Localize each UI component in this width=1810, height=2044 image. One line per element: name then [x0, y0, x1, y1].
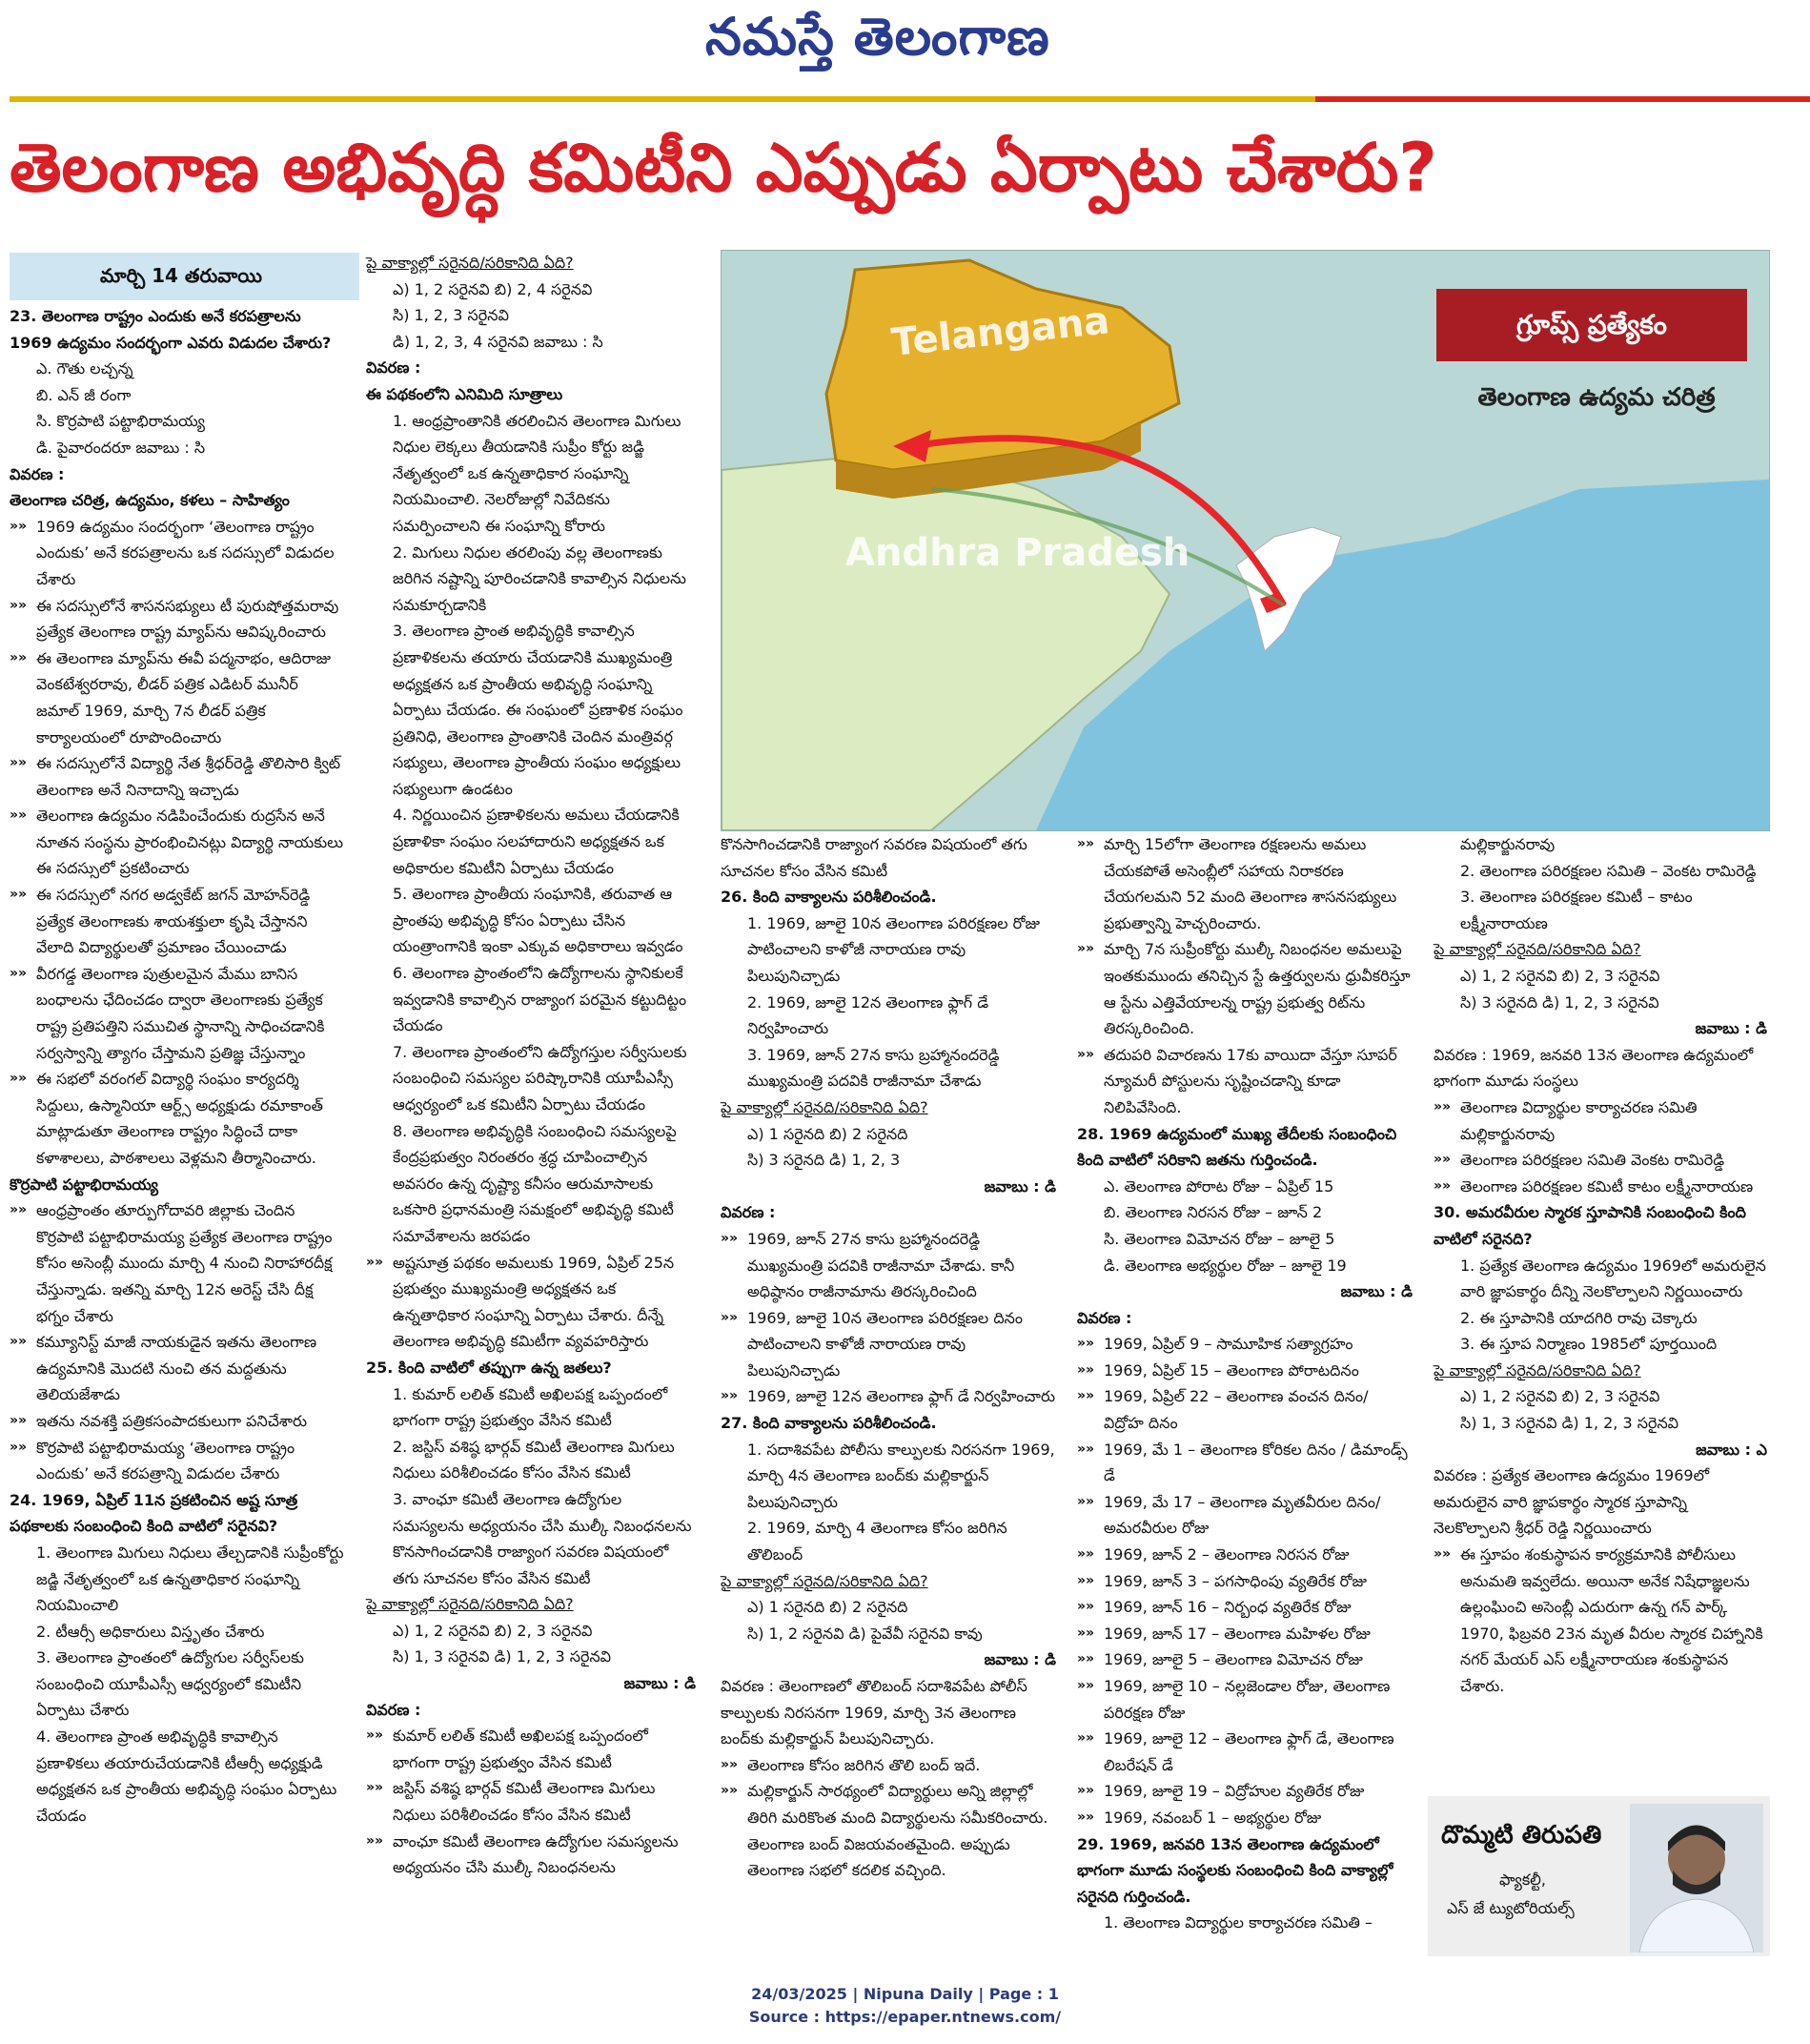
c2-para-9: 4. నిర్ణయించిన ప్రణాళికలను అమలు చేయడానికి ప్రణాళికా సంఘం సలహాదారుని అధ్యక్షతన ఒక అధికారుల కమిటీని ఏర్పాటు చేయడం	[393, 806, 680, 877]
c4-para-3: 28. 1969 ఉద్యమంలో ముఖ్య తేదీలకు సంబంధించి కింది వాటిలో సరికాని జతను గుర్తించండి.	[1077, 1124, 1397, 1170]
c4-para-6: సి. తెలంగాణ విమోచన రోజు – జూలై 5	[1104, 1229, 1335, 1248]
c5-para-15: పై వాక్యాల్లో సరైనది/సరికానిది ఏది?	[1434, 1360, 1641, 1380]
c1-para-24: 4. తెలంగాణ ప్రాంత అభివృద్ధికి కావాల్సిన ప్రణాళికలు తయారుచేయడానికి టీఆర్సీ అధ్యక్షుడి అధ్యక్షతన ఒక ప్రాంతీయ అభివృద్ధి సంఘం ఏర్పాటు చేయడం	[36, 1727, 337, 1825]
c4-para-8: జవాబు : డి	[1340, 1282, 1413, 1301]
c1-para-0: 23. తెలంగాణ రాష్ట్రం ఎందుకు అనే కరపత్రాలను 1969 ఉద్యమం సందర్భంగా ఎవరు విడుదల చేశారు?	[10, 307, 332, 352]
c5-para-13: 2. ఈ స్తూపానికి యాదగిరి రావు చెక్కారు	[1460, 1308, 1698, 1327]
c4-para-20: »» 1969, జూలై 10 – నల్లజెండాల రోజు, తెలంగాణ పరిరక్షణ రోజు	[1077, 1673, 1413, 1726]
c2-para-8: 3. తెలంగాణ ప్రాంత అభివృద్ధికి కావాల్సిన ప్రణాళికలను తయారు చేయడానికి ముఖ్యమంత్రి అధ్యక్షతన ఒక ప్రాంతీయ అభివృద్ధి సంఘాన్ని ఏర్పాటు చేయడం. ఈ సంఘంలో ప్రణాళిక సంఘం ప్రతినిధి, తెలంగాణ ప్రాంతానికి చెందిన మంత్రివర్గ సభ్యులు, తెలంగాణ ప్రాంతీయ సంఘం అధ్యక్షులు సభ్యులుగా ఉండటం	[393, 622, 683, 798]
c2-para-18: 3. వాంఛూ కమిటీ తెలంగాణ ఉద్యోగుల సమస్యలను అధ్యయనం చేసి ముల్కీ నిబంధనలను కొనసాగించడానికి రాజ్యాంగ సవరణ విషయంలో తగు సూచనల కోసం వేసిన కమిటీ	[393, 1489, 692, 1587]
c5-para-9: »» తెలంగాణ పరిరక్షణల సమితి వెంకట రామిరెడ్డి	[1434, 1147, 1767, 1174]
c3-para-1: 26. కింది వాక్యాలను పరిశీలించండి.	[721, 888, 937, 907]
c3-para-8: జవాబు : డి	[984, 1176, 1056, 1196]
c1-para-17: »» కమ్యూనిస్ట్ మాజీ నాయకుడైన ఇతను తెలంగాణ ఉద్యమానికి మొదటి నుంచి తన మద్దతును తెలియజేశాడు	[10, 1329, 345, 1408]
c3-para-6: ఎ) 1 సరైనది బి) 2 సరైనది	[747, 1124, 908, 1143]
c1-para-6: తెలంగాణ చరిత్ర, ఉద్యమం, కళలు – సాహిత్యం	[10, 491, 290, 510]
c3-para-14: 1. సదాశివపేట పోలీసు కాల్పులకు నిరసనగా 1969, మార్చి 4న తెలంగాణ బంద్‌కు మల్లికార్జున్ పిలుపునిచ్చారు	[747, 1440, 1055, 1511]
c3-para-13: 27. కింది వాక్యాలను పరిశీలించండి.	[721, 1414, 937, 1433]
section-label: మార్చి 14 తరువాయి	[100, 264, 262, 287]
footer-source-line: Source : https://epaper.ntnews.com/	[748, 2008, 1062, 2026]
author-avatar-icon	[1630, 1804, 1763, 1952]
c5-para-3: పై వాక్యాల్లో సరైనది/సరికానిది ఏది?	[1434, 940, 1641, 959]
c5-para-1: 2. తెలంగాణ పరిరక్షణల సమితి – వెంకట రామిరెడ్డి	[1460, 861, 1757, 880]
c2-para-1: ఎ) 1, 2 సరైనవి బి) 2, 4 సరైనవి	[393, 279, 593, 298]
c5-para-2: 3. తెలంగాణ పరిరక్షణల కమిటీ – కాటం లక్ష్మీనారాయణ	[1460, 888, 1693, 932]
c3-para-10: »» 1969, జూన్ 27న కాసు బ్రహ్మానందరెడ్డి ముఖ్యమంత్రి పదవికి రాజీనామా చేశాడు. కానీ అధిష్ఠానం రాజీనామాను తిరస్కరించింది	[721, 1226, 1056, 1305]
c4-para-25: 1. తెలంగాణ విద్యార్థుల కార్యాచరణ సమితి –	[1104, 1913, 1373, 1932]
c3-para-19: జవాబు : డి	[984, 1650, 1056, 1669]
c5-para-16: ఎ) 1, 2 సరైనవి బి) 2, 3 సరైనవి	[1460, 1387, 1660, 1406]
c4-para-18: »» 1969, జూన్ 17 – తెలంగాణ మహిళల రోజు	[1077, 1621, 1413, 1647]
c1-para-14: »» ఈ సభలో వరంగల్ విద్యార్థి సంఘం కార్యదర్శి సిద్దులు, ఉస్మానియా ఆర్ట్స్ అధ్యక్షుడు రమాకాంత్ మాట్లాడుతూ తెలంగాణ రాష్ట్రం సిద్ధించే దాకా కళాశాలలు, పాఠశాలలు వెళ్లమని తీర్మానించారు.	[10, 1066, 345, 1171]
c5-para-0: మల్లికార్జునరావు	[1460, 835, 1556, 853]
c2-para-20: ఎ) 1, 2 సరైనవి బి) 2, 3 సరైనవి	[393, 1621, 593, 1640]
c4-para-2: »» తదుపరి విచారణను 17కు వాయిదా వేస్తూ సూపర్ న్యూమరీ పోస్టులను సృష్టించడాన్ని కూడా నిలిపివేసింది.	[1077, 1042, 1413, 1121]
c1-para-4: డి. పైవారందరూ జవాబు : సి	[36, 438, 206, 457]
c4-para-1: »» మార్చి 7న సుప్రీంకోర్టు ముల్కీ నిబంధనల అమలుపై ఇంతకుముందు తనిచ్చిన స్టే ఉత్తర్వులను ధ్రువీకరిస్తూ ఆ స్టేను ఎత్తివేయాలన్న రాష్ట్ర ప్రభుత్వ రిట్‌ను తిరస్కరించింది.	[1077, 936, 1413, 1041]
author-name: దొమ్మటి తిరుపతి	[1441, 1821, 1602, 1850]
map-label-telangana: Telangana	[889, 298, 1112, 365]
author-card	[1428, 1796, 1770, 1956]
c3-para-16: పై వాక్యాల్లో సరైనది/సరికానిది ఏది?	[721, 1571, 928, 1590]
c2-para-11: 6. తెలంగాణ ప్రాంతంలోని ఉద్యోగాలను స్థానికులకే ఇవ్వడానికి కావాల్సిన రాజ్యాంగ పరమైన కట్టుదిట్టం చేయడం	[393, 964, 687, 1035]
c5-para-14: 3. ఈ స్తూప నిర్మాణం 1985లో పూర్తయింది	[1460, 1335, 1718, 1354]
footer	[0, 1983, 1810, 2029]
c5-para-8: »» తెలంగాణ విద్యార్థుల కార్యాచరణ సమితి మల్లికార్జునరావు	[1434, 1094, 1767, 1147]
masthead	[0, 0, 1810, 95]
c3-para-18: సి) 1, 2 సరైనవి డి) పైవేవీ సరైనవి కావు	[747, 1624, 983, 1643]
c4-para-4: ఎ. తెలంగాణ పోరాట రోజు – ఏప్రిల్ 15	[1104, 1176, 1334, 1196]
column-4	[1077, 831, 1413, 1936]
c1-para-10: »» ఈ సదస్సులోనే విద్యార్థి నేత శ్రీధర్‌రెడ్డి తొలిసారి క్విట్ తెలంగాణ అనే నినాదాన్ని ఇచ్చాడు	[10, 750, 345, 803]
c1-para-20: 24. 1969, ఏప్రిల్ 11న ప్రకటించిన అష్ట సూత్ర పథకాలకు సంబంధించి కింది వాటిలో సరైనవి?	[10, 1490, 298, 1536]
c4-para-14: »» 1969, మే 17 – తెలంగాణ మృతవీరుల దినం/ అమరవీరుల రోజు	[1077, 1489, 1413, 1542]
c3-para-22: »» మల్లికార్జున్ సారథ్యంలో విద్యార్థులు అన్ని జిల్లాల్లో తిరిగి మరికొంత మంది విద్యార్థులను సమీకరించారు. తెలంగాణ బంద్ విజయవంతమైంది. అప్పుడు తెలంగాణ సభలో కదలిక వచ్చింది.	[721, 1778, 1056, 1883]
c3-para-20: వివరణ : తెలంగాణలో తొలిబంద్ సదాశివపేట పోలీస్ కాల్పులకు నిరసనగా 1969, మార్చి 3న తెలంగాణ బంద్‌కు మల్లికార్జున్ పిలుపునిచ్చారు.	[721, 1677, 1027, 1748]
column-3	[721, 831, 1056, 1884]
map-label-andhra: Andhra Pradesh	[845, 531, 1190, 575]
c1-para-16: »» ఆంధ్రప్రాంతం తూర్పుగోదావరి జిల్లాకు చెందిన కొర్రపాటి పట్టాభిరామయ్య ప్రత్యేక తెలంగాణ రాష్ట్రం కోసం అసెంబ్లీ ముందు మార్చి 4 నుంచి నిరాహారదీక్ష చేస్తున్నాడు. ఇతన్ని మార్చి 12న అరెస్ట్ చేసి దీక్ష భగ్నం చేశారు	[10, 1197, 345, 1329]
c4-para-15: »» 1969, జూన్ 2 – తెలంగాణ నిరసన రోజు	[1077, 1542, 1413, 1568]
c2-para-2: సి) 1, 2, 3 సరైనవి	[393, 306, 509, 325]
c5-para-11: 30. అమరవీరుల స్మారక స్తూపానికి సంబంధించి కింది వాటిలో సరైనది?	[1434, 1203, 1746, 1248]
c2-para-15: 25. కింది వాటిలో తప్పుగా ఉన్న జతలు?	[366, 1358, 612, 1377]
c1-para-2: బి. ఎన్ జీ రంగా	[36, 385, 132, 404]
groups-special-badge: గ్రూప్స్ ప్రత్యేకం	[1436, 289, 1747, 361]
c4-para-9: వివరణ :	[1077, 1308, 1132, 1327]
section-label-box	[10, 253, 359, 300]
c2-para-13: 8. తెలంగాణ అభివృద్ధికి సంబంధించి సమస్యలపై కేంద్రప్రభుత్వం నిరంతరం శ్రద్ధ చూపించాల్సిన అవసరం ఉన్న దృష్ట్యా కనీసం ఆరుమాసాలకు ఒకసారి ప్రధానమంత్రి సమక్షంలో అభివృద్ధి కమిటీ సమావేశాలను జరపడం	[393, 1121, 677, 1245]
c2-para-23: వివరణ :	[366, 1700, 421, 1719]
c1-para-5: వివరణ :	[10, 464, 65, 483]
author-photo	[1630, 1804, 1763, 1952]
c2-para-12: 7. తెలంగాణ ప్రాంతంలోని ఉద్యోగస్తుల సర్వీసులకు సంబంధించి సమస్యల పరిష్కారానికి యూపీఎస్సీ ఆధ్వర్యంలో ఒక కమిటీని ఏర్పాటు చేయడం	[393, 1042, 687, 1114]
c2-para-6: 1. ఆంధ్రప్రాంతానికి తరలించిన తెలంగాణ మిగులు నిధుల లెక్కలు తీయడానికి సుప్రీం కోర్టు జడ్జి నేతృత్వంలో ఒక ఉన్నతాధికార సంఘాన్ని నియమించాలి. నెలరోజుల్లో నివేదికను సమర్పించాలని ఈ సంఘాన్ని కోరారు	[393, 411, 681, 535]
c2-para-24: »» కుమార్ లలిత్ కమిటీ అఖిలపక్ష ఒప్పందంలో భాగంగా రాష్ట్ర ప్రభుత్వం వేసిన కమిటీ	[366, 1723, 696, 1775]
c1-para-12: »» ఈ సదస్సులో నగర అడ్వకేట్ జగన్ మోహన్‌రెడ్డి ప్రత్యేక తెలంగాణకు శాయశక్తులా కృషి చేస్తానని వేలాది విద్యార్థులతో ప్రమాణం చేయించాడు	[10, 882, 345, 961]
c2-para-17: 2. జస్టిస్ వశిష్ఠ భార్గవ్ కమిటీ తెలంగాణ మిగులు నిధులు పరిశీలించడం కోసం వేసిన కమిటీ	[393, 1437, 675, 1482]
column-1	[10, 303, 345, 1829]
c4-para-21: »» 1969, జూలై 12 – తెలంగాణ ఫ్లాగ్ డే, తెలంగాణ లిబరేషన్ డే	[1077, 1726, 1413, 1778]
c5-para-10: »» తెలంగాణ పరిరక్షణల కమిటీ కాటం లక్ష్మీనారాయణ	[1434, 1174, 1767, 1200]
c2-para-0: పై వాక్యాల్లో సరైనది/సరికానిది ఏది?	[366, 254, 574, 272]
c1-para-3: సి. కొర్రపాటి పట్టాభిరామయ్య	[36, 412, 205, 431]
c3-para-5: పై వాక్యాల్లో సరైనది/సరికానిది ఏది?	[721, 1097, 928, 1116]
c4-para-24: 29. 1969, జనవరి 13న తెలంగాణ ఉద్యమంలో భాగంగా మూడు సంస్థలకు సంబంధించి కింది వాక్యాల్లో సరైనది గుర్తించండి.	[1077, 1834, 1393, 1906]
c3-para-9: వివరణ :	[721, 1203, 776, 1222]
c4-para-16: »» 1969, జూన్ 3 – పగసాధింపు వ్యతిరేక రోజు	[1077, 1568, 1413, 1595]
c4-para-12: »» 1969, ఏప్రిల్ 22 – తెలంగాణ వంచన దినం/ విద్రోహ దినం	[1077, 1383, 1413, 1436]
c3-para-11: »» 1969, జూలై 10న తెలంగాణ పరిరక్షణల దినం పాటించాలని కాళోజీ నారాయణ రావు పిలుపునిచ్చాడు	[721, 1305, 1056, 1384]
c1-para-11: »» తెలంగాణ ఉద్యమం నడిపించేందుకు రుద్రసేన అనే నూతన సంస్థను ప్రారంభించినట్లు విద్యార్థి నాయకులు ఈ సదస్సులో ప్రకటించారు	[10, 803, 345, 882]
c1-para-13: »» వీరగడ్డ తెలంగాణ పుత్రులమైన మేము బానిస బంధాలను ఛేదించడం ద్వారా తెలంగాణకు ప్రత్యేక రాష్ట్ర ప్రతిపత్తిని సముచిత స్థానాన్ని సాధించడానికి సర్వస్వాన్ని త్యాగం చేస్తామని ప్రతిజ్ఞ చేస్తున్నాం	[10, 961, 345, 1066]
c2-para-22: జవాబు : డి	[623, 1674, 696, 1693]
c4-para-0: »» మార్చి 15లోగా తెలంగాణ రక్షణలను అమలు చేయకపోతే అసెంబ్లీలో సహాయ నిరాకరణ చేయగలమని 52 మంది తెలంగాణ శాసనసభ్యులు ప్రభుత్వాన్ని హెచ్చరించారు.	[1077, 831, 1413, 936]
c3-para-4: 3. 1969, జూన్ 27న కాసు బ్రహ్మానందరెడ్డి ముఖ్యమంత్రి పదవికి రాజీనామా చేశాడు	[747, 1045, 1000, 1091]
c4-para-5: బి. తెలంగాణ నిరసన రోజు – జూన్ 2	[1104, 1203, 1323, 1222]
c3-para-0: కొనసాగించడానికి రాజ్యాంగ సవరణ విషయంలో తగు సూచనల కోసం వేసిన కమిటీ	[721, 835, 1027, 880]
c4-para-17: »» 1969, జూన్ 16 – నిర్బంధ వ్యతిరేక రోజు	[1077, 1594, 1413, 1621]
column-5	[1434, 831, 1767, 1700]
badge-subtitle: తెలంగాణ ఉద్యమ చరిత్ర	[1477, 383, 1716, 412]
author-role: ఫ్యాకల్టీ,	[1499, 1870, 1546, 1889]
c4-para-22: »» 1969, జూలై 19 – విద్రోహుల వ్యతిరేక రోజు	[1077, 1778, 1413, 1805]
c1-para-21: 1. తెలంగాణ మిగులు నిధులు తేల్చడానికి సుప్రీంకోర్టు జడ్జి నేతృత్వంలో ఒక ఉన్నతాధికార సంఘాన్ని నియమించాలి	[36, 1543, 344, 1615]
c5-para-4: ఎ) 1, 2 సరైనవి బి) 2, 3 సరైనవి	[1460, 966, 1660, 985]
c1-para-18: »» ఇతను నవశక్తి పత్రికసంపాదకులుగా పనిచేశారు	[10, 1408, 345, 1435]
c2-para-5: ఈ పథకంలోని ఎనిమిది సూత్రాలు	[366, 384, 563, 403]
masthead-title: నమస్తే తెలంగాణ	[705, 6, 1050, 67]
c4-para-7: డి. తెలంగాణ అభ్యర్థుల రోజు – జూలై 19	[1104, 1256, 1347, 1275]
c1-para-15: కొర్రపాటి పట్టాభిరామయ్య	[10, 1175, 158, 1194]
c3-para-12: »» 1969, జూలై 12న తెలంగాణ ఫ్లాగ్ డే నిర్వహించారు	[721, 1383, 1056, 1410]
c5-para-7: వివరణ : 1969, జనవరి 13న తెలంగాణ ఉద్యమంలో భాగంగా మూడు సంస్థలు	[1434, 1045, 1754, 1091]
c1-para-19: »» కొర్రపాటి పట్టాభిరామయ్య ‘తెలంగాణ రాష్ట్రం ఎందుకు’ అనే కరపత్రాన్ని విడుదల చేశారు	[10, 1435, 345, 1487]
c4-para-13: »» 1969, మే 1 – తెలంగాణ కోరికల దినం / డిమాండ్స్ డే	[1077, 1437, 1413, 1489]
c3-para-2: 1. 1969, జూలై 10న తెలంగాణ పరిరక్షణల రోజు పాటించాలని కాళోజీ నారాయణ రావు పిలుపునిచ్చాడు	[747, 913, 1041, 985]
c5-para-6: జవాబు : డి	[1695, 1019, 1767, 1038]
c1-para-23: 3. తెలంగాణ ప్రాంతంలో ఉద్యోగుల సర్వీస్‌లకు సంబంధించి యూపీఎస్సీ ఆధ్వర్యంలో కమిటీని ఏర్పాటు చేశారు	[36, 1648, 304, 1720]
author-institute: ఎస్ జే ట్యుటోరియల్స్	[1447, 1899, 1575, 1917]
c5-para-17: సి) 1, 3 సరైనవి డి) 1, 2, 3 సరైనవి	[1460, 1414, 1679, 1433]
c4-para-23: »» 1969, నవంబర్ 1 – అభ్యర్థుల రోజు	[1077, 1805, 1413, 1831]
c2-para-3: డి) 1, 2, 3, 4 సరైనవి జవాబు : సి	[393, 332, 603, 351]
masthead-rule-red	[1315, 96, 1810, 102]
c5-para-5: సి) 3 సరైనది డి) 1, 2, 3 సరైనవి	[1460, 992, 1659, 1012]
c2-para-21: సి) 1, 3 సరైనవి డి) 1, 2, 3 సరైనవి	[393, 1647, 612, 1666]
c2-para-16: 1. కుమార్ లలిత్ కమిటీ అఖిలపక్ష ఒప్పందంలో భాగంగా రాష్ట్ర ప్రభుత్వం వేసిన కమిటీ	[393, 1384, 668, 1430]
c1-para-22: 2. టీఆర్సీ అధికారులు విస్తృతం చేశారు	[36, 1622, 265, 1641]
c5-para-20: »» ఈ స్తూపం శంకుస్థాపన కార్యక్రమానికి పోలీసులు అనుమతి ఇవ్వలేదు. అయినా అనేక నిషేధాజ్ఞలను ఉల్లంఘించి అసెంబ్లీ ఎదురుగా ఉన్న గన్ పార్క్ 1970, ఫిబ్రవరి 23న మృత వీరుల స్మారక చిహ్నానికి నగర్ మేయర్ ఎస్ లక్ష్మీనారాయణ శంకుస్థాపన చేశారు.	[1434, 1542, 1767, 1700]
c2-para-14: »» అష్టసూత్ర పథకం అమలుకు 1969, ఏప్రిల్ 25న ప్రభుత్వం ముఖ్యమంత్రి అధ్యక్షతన ఒక ఉన్నతాధికార సంఘాన్ని ఏర్పాటు చేశారు. దీన్నే తెలంగాణ అభివృద్ధి కమిటీగా వ్యవహరిస్తారు	[366, 1250, 696, 1355]
headline: తెలంగాణ అభివృద్ధి కమిటీని ఎప్పుడు ఏర్పాటు చేశారు?	[10, 129, 1437, 207]
c4-para-10: »» 1969, ఏప్రిల్ 9 – సామూహిక సత్యాగ్రహం	[1077, 1331, 1413, 1358]
masthead-rule-yellow	[10, 96, 1315, 102]
column-2	[366, 250, 696, 1881]
c5-para-12: 1. ప్రత్యేక తెలంగాణ ఉద్యమం 1969లో అమరులైన వారి జ్ఞాపకార్థం దీన్ని నెలకొల్పాలని నిర్ణయించారు	[1460, 1256, 1766, 1301]
c2-para-7: 2. మిగులు నిధుల తరలింపు వల్ల తెలంగాణకు జరిగిన నష్టాన్ని పూరించడానికి కావాల్సిన నిధులను సమకూర్చడానికి	[393, 542, 686, 614]
c2-para-26: »» వాంఛూ కమిటీ తెలంగాణ ఉద్యోగుల సమస్యలను అధ్యయనం చేసి ముల్కీ నిబంధనలను	[366, 1829, 696, 1881]
c5-para-19: వివరణ : ప్రత్యేక తెలంగాణ ఉద్యమం 1969లో అమరులైన వారి జ్ఞాపకార్థం స్మారక స్తూపాన్ని నెలకొల్పాలని శ్రీధర్ రెడ్డి నిర్ణయించారు	[1434, 1466, 1710, 1538]
c4-para-19: »» 1969, జూలై 5 – తెలంగాణ విమోచన రోజు	[1077, 1646, 1413, 1673]
c2-para-4: వివరణ :	[366, 358, 421, 378]
c3-para-17: ఎ) 1 సరైనది బి) 2 సరైనది	[747, 1598, 908, 1617]
footer-date-line: 24/03/2025 | Nipuna Daily | Page : 1	[751, 1985, 1059, 2003]
c2-para-25: »» జస్టిస్ వశిష్ఠ భార్గవ్ కమిటీ తెలంగాణ మిగులు నిధులు పరిశీలించడం కోసం వేసిన కమిటీ	[366, 1775, 696, 1828]
c5-para-18: జవాబు : ఎ	[1696, 1440, 1767, 1459]
c1-para-8: »» ఈ సదస్సులోనే శాసనసభ్యులు టీ పురుషోత్తమరావు ప్రత్యేక తెలంగాణ రాష్ట్ర మ్యాప్‌ను ఆవిష్కరించారు	[10, 593, 345, 645]
c1-para-9: »» ఈ తెలంగాణ మ్యాప్‌ను ఈవీ పద్మనాభం, ఆదిరాజు వెంకటేశ్వరరావు, లీడర్ పత్రిక ఎడిటర్ మునీర్ జమాల్ 1969, మార్చి 7న లీడర్ పత్రిక కార్యాలయంలో రూపొందించారు	[10, 645, 345, 750]
c2-para-19: పై వాక్యాల్లో సరైనది/సరికానిది ఏది?	[366, 1595, 574, 1614]
c3-para-21: »» తెలంగాణ కోసం జరిగిన తొలి బంద్ ఇదే.	[721, 1752, 1056, 1779]
c4-para-11: »» 1969, ఏప్రిల్ 15 – తెలంగాణ పోరాటదినం	[1077, 1358, 1413, 1384]
c3-para-15: 2. 1969, మార్చి 4 తెలంగాణ కోసం జరిగిన తొలిబంద్	[747, 1519, 1007, 1564]
c2-para-10: 5. తెలంగాణ ప్రాంతీయ సంఘానికి, తరువాత ఆ ప్రాంతపు అభివృద్ధి కోసం ఏర్పాటు చేసిన యంత్రాంగానికి ఇంకా ఎక్కువ అధికారాలు ఇవ్వడం	[393, 885, 683, 956]
c3-para-3: 2. 1969, జూలై 12న తెలంగాణ ఫ్లాగ్ డే నిర్వహించారు	[747, 992, 989, 1038]
c3-para-7: సి) 3 సరైనది డి) 1, 2, 3	[747, 1151, 901, 1170]
c1-para-7: »» 1969 ఉద్యమం సందర్భంగా ‘తెలంగాణ రాష్ట్రం ఎందుకు’ అనే కరపత్రాలను ఒక సదస్సులో విడుదల చేశారు	[10, 514, 345, 593]
c1-para-1: ఎ. గౌతు లచ్చన్న	[36, 359, 133, 378]
